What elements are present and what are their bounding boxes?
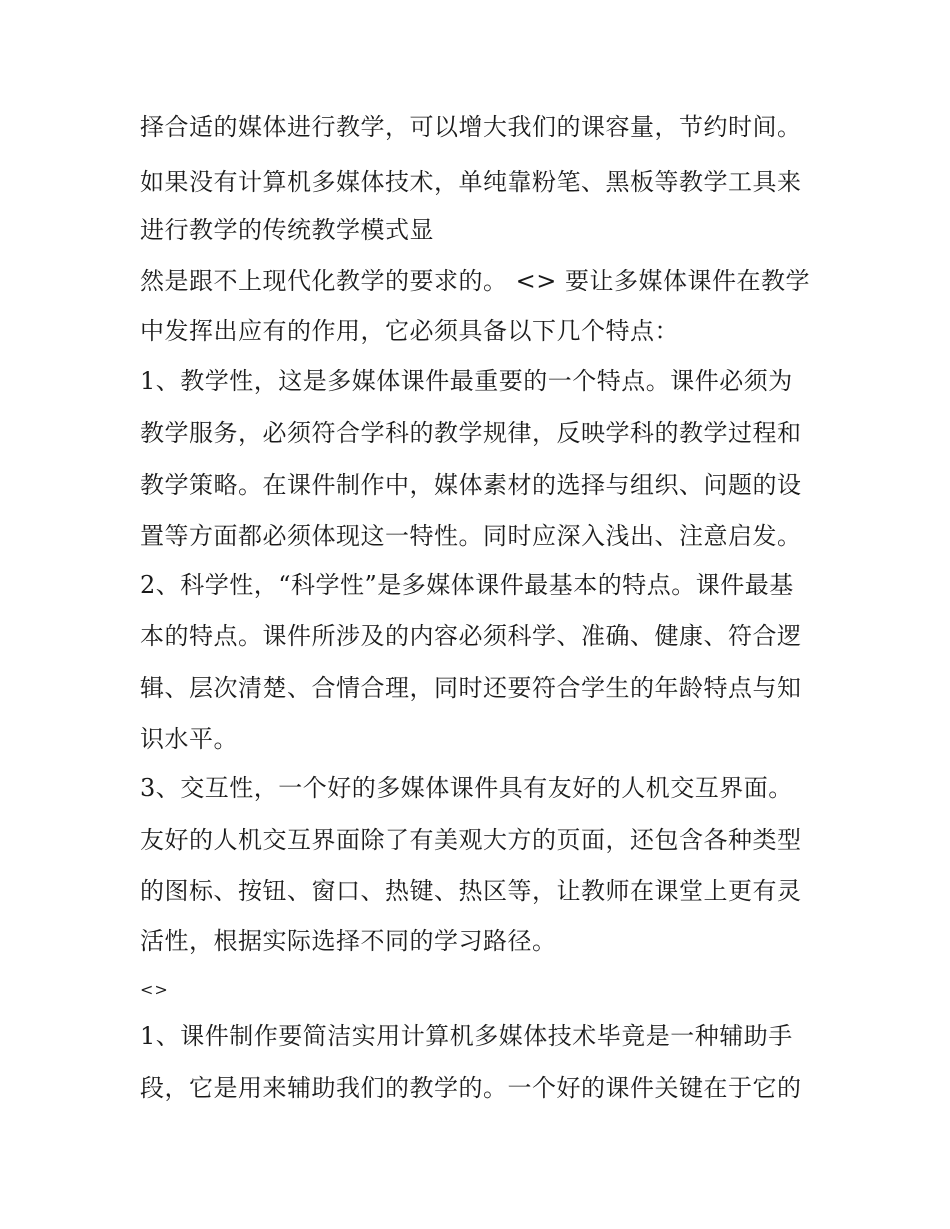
text-line: 段，它是用来辅助我们的教学的。一个好的课件关键在于它的: [140, 1074, 802, 1102]
text-line: 进行教学的传统教学模式显: [140, 216, 434, 244]
text-line: 1、教学性，这是多媒体课件最重要的一个特点。课件必须为: [140, 367, 793, 395]
text-line: 2、科学性，“科学性”是多媒体课件最基本的特点。课件最基: [140, 571, 794, 599]
text-line: 教学服务，必须符合学科的教学规律，反映学科的教学过程和: [140, 419, 802, 447]
text-line: 如果没有计算机多媒体技术，单纯靠粉笔、黑板等教学工具来: [140, 168, 802, 196]
text-line: 活性，根据实际选择不同的学习路径。: [140, 927, 557, 955]
text-line: 择合适的媒体进行教学，可以增大我们的课容量，节约时间。: [140, 113, 802, 141]
text-line: 3、交互性，一个好的多媒体课件具有友好的人机交互界面。: [140, 774, 793, 802]
text-line: 中发挥出应有的作用，它必须具备以下几个特点：: [140, 317, 679, 345]
text-line: 1、课件制作要简洁实用计算机多媒体技术毕竟是一种辅助手: [140, 1022, 793, 1050]
text-line: 教学策略。在课件制作中，媒体素材的选择与组织、问题的设: [140, 471, 802, 499]
text-line: 识水平。: [140, 725, 238, 753]
text-line: 的图标、按钮、窗口、热键、热区等，让教师在课堂上更有灵: [140, 877, 802, 905]
text-line: 友好的人机交互界面除了有美观大方的页面，还包含各种类型: [140, 826, 802, 854]
text-line: 置等方面都必须体现这一特性。同时应深入浅出、注意启发。: [140, 522, 802, 550]
text-line: <>: [140, 980, 169, 999]
text-line: 本的特点。课件所涉及的内容必须科学、准确、健康、符合逻: [140, 622, 802, 650]
text-line: 然是跟不上现代化教学的要求的。 <> 要让多媒体课件在教学: [140, 267, 810, 295]
text-line: 辑、层次清楚、合情合理，同时还要符合学生的年龄特点与知: [140, 674, 802, 702]
